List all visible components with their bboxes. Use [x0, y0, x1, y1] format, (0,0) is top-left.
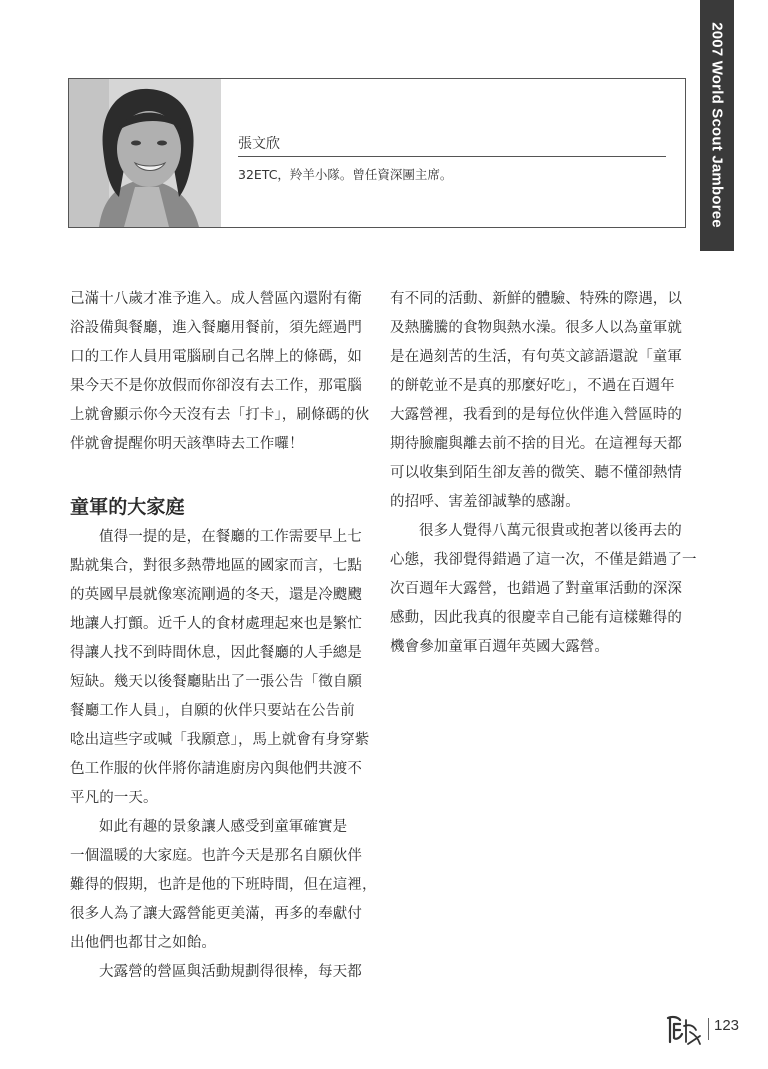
text-line: 果今天不是你放假而你卻沒有去工作，那電腦: [70, 378, 362, 394]
text-line: 點就集合，對很多熱帶地區的國家而言，七點: [70, 558, 362, 574]
text-line: 一個溫暖的大家庭。也許今天是那名自願伙伴: [70, 848, 362, 864]
spacer: [70, 459, 380, 491]
text-line: 唸出這些字或喊「我願意」，馬上就會有身穿紫: [70, 732, 370, 748]
text-line: 短缺。幾天以後餐廳貼出了一張公告「徵自願: [70, 674, 362, 690]
side-tab: [700, 0, 734, 251]
text-line: 餐廳工作人員」，自願的伙伴只要站在公告前: [70, 703, 355, 719]
text-line: 出他們也都甘之如飴。: [70, 935, 216, 951]
text-line: 可以收集到陌生卻友善的微笑、聽不懂卻熱情: [390, 465, 682, 481]
text-line: 浴設備與餐廳，進入餐廳用餐前，須先經過門: [70, 320, 362, 336]
page-footer: [664, 1012, 754, 1052]
text-line: 次百週年大露營，也錯過了對童軍活動的深深: [390, 581, 682, 597]
page-number-divider: [708, 1018, 709, 1040]
text-line: 很多人覺得八萬元很貴或抱著以後再去的: [419, 523, 682, 539]
text-line: 得讓人找不到時間休息，因此餐廳的人手總是: [70, 645, 362, 661]
text-line: 值得一提的是，在餐廳的工作需要早上七: [99, 529, 362, 545]
text-line: 大露營裡，我看到的是每位伙伴進入營區時的: [390, 407, 682, 423]
text-line: 難得的假期，也許是他的下班時間，但在這裡，: [70, 877, 377, 893]
right-column: [390, 285, 700, 662]
text-line: 己滿十八歲才准予進入。成人營區內還附有衛: [70, 291, 362, 307]
text-line: 及熱騰騰的食物與熱水澡。很多人以為童軍就: [390, 320, 682, 336]
text-line: 地讓人打顫。近千人的食材處理起來也是繁忙: [70, 616, 362, 632]
text-line: 機會參加童軍百週年英國大露營。: [390, 639, 609, 655]
page-number: 123: [714, 1017, 740, 1034]
right-paragraph-1: [390, 285, 700, 517]
text-line: 心態，我卻覺得錯過了這一次，不僅是錯過了一: [390, 552, 697, 568]
text-line: 上就會顯示你今天沒有去「打卡」，刷條碼的伙: [70, 407, 370, 423]
left-paragraph-2: [70, 523, 380, 813]
profile-description: 32ETC，羚羊小隊。曾任資深團主席。: [238, 167, 453, 182]
text-line: 感動，因此我真的很慶幸自己能有這樣難得的: [390, 610, 682, 626]
profile-name: 張文欣: [238, 136, 280, 152]
left-column: [70, 285, 380, 987]
text-line: 伴就會提醒你明天該準時去工作囉！: [70, 436, 304, 452]
left-paragraph-4: [70, 958, 380, 987]
text-line: 期待臉龐與離去前不捨的目光。在這裡每天都: [390, 436, 682, 452]
profile-box: [68, 78, 686, 228]
text-line: 的招呼、害羞卻誠摯的感謝。: [390, 494, 580, 510]
text-line: 很多人為了讓大露營能更美滿，再多的奉獻付: [70, 906, 362, 922]
left-paragraph-1: [70, 285, 380, 459]
text-line: 色工作服的伙伴將你請進廚房內與他們共渡不: [70, 761, 362, 777]
portrait-image: [69, 79, 221, 227]
profile-photo: [69, 79, 221, 227]
text-line: 口的工作人員用電腦刷自己名牌上的條碼，如: [70, 349, 362, 365]
text-line: 的英國早晨就像寒流剛過的冬天，還是冷颼颼: [70, 587, 362, 603]
calligraphy-logo-icon: [664, 1012, 704, 1048]
profile-divider: [238, 156, 666, 157]
text-line: 平凡的一天。: [70, 790, 158, 806]
right-paragraph-2: [390, 517, 700, 662]
text-line: 大露營的營區與活動規劃得很棒，每天都: [99, 964, 362, 980]
text-line: 的餅乾並不是真的那麼好吃」，不過在百週年: [390, 378, 675, 394]
text-line: 如此有趣的景象讓人感受到童軍確實是: [99, 819, 348, 835]
text-line: 是在過刻苦的生活，有句英文諺語還說「童軍: [390, 349, 682, 365]
side-tab-title: 2007 World Scout Jamboree: [708, 22, 726, 228]
section-heading: 童軍的大家庭: [70, 496, 185, 518]
left-paragraph-3: [70, 813, 380, 958]
text-line: 有不同的活動、新鮮的體驗、特殊的際遇，以: [390, 291, 682, 307]
